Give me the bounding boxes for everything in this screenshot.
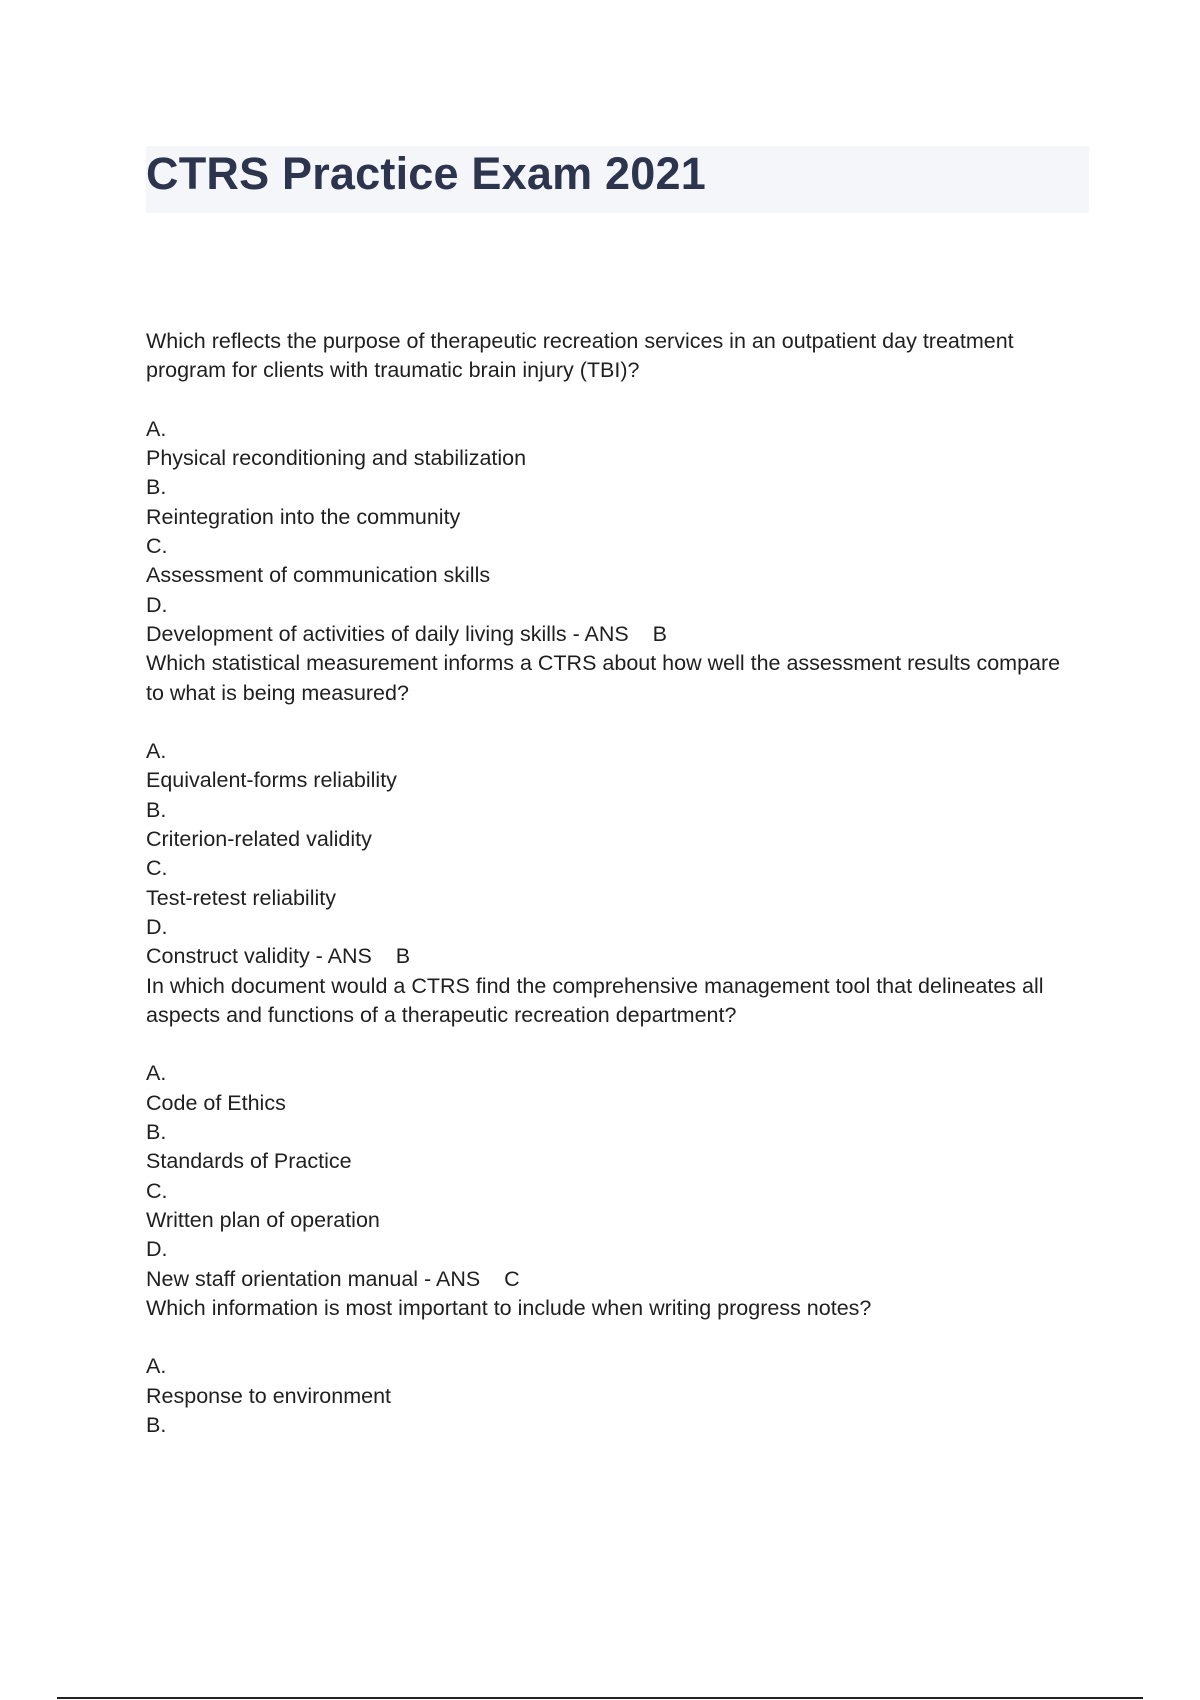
- question-block: [146, 972, 1096, 1294]
- option-letter: B.: [146, 1120, 167, 1145]
- option-text: Standards of Practice: [146, 1149, 352, 1174]
- option-text: Code of Ethics: [146, 1090, 286, 1115]
- option-letter: C.: [146, 534, 168, 559]
- question-text: In which document would a CTRS find the comprehensive management tool that delineates all: [146, 973, 1044, 998]
- question-text: program for clients with traumatic brain injury (TBI)?: [146, 358, 640, 383]
- option-text: Equivalent-forms reliability: [146, 768, 397, 793]
- question-block: [146, 649, 1096, 971]
- option-letter: A.: [146, 1061, 167, 1086]
- option-text: Criterion-related validity: [146, 827, 372, 852]
- option-letter: A.: [146, 416, 167, 441]
- question-text: aspects and functions of a therapeutic recreation department?: [146, 1002, 737, 1027]
- option-letter: A.: [146, 1354, 167, 1379]
- option-text-with-answer: New staff orientation manual - ANS C: [146, 1266, 520, 1291]
- document-body: [146, 327, 1096, 1440]
- question-text: Which reflects the purpose of therapeutic recreation services in an outpatient day treatment: [146, 329, 1014, 353]
- option-text: Response to environment: [146, 1383, 392, 1408]
- option-letter: D.: [146, 592, 168, 617]
- option-letter: B.: [146, 475, 167, 500]
- option-letter: D.: [146, 1237, 168, 1262]
- footer-divider: [57, 1697, 1143, 1699]
- option-text: Test-retest reliability: [146, 885, 336, 910]
- question-block: [146, 1294, 1096, 1440]
- option-letter: D.: [146, 914, 168, 939]
- question-text: to what is being measured?: [146, 680, 409, 705]
- option-letter: A.: [146, 739, 167, 764]
- question-text: Which information is most important to include when writing progress notes?: [146, 1295, 872, 1320]
- option-letter: C.: [146, 1178, 168, 1203]
- question-block: [146, 327, 1096, 649]
- document-title: CTRS Practice Exam 2021: [146, 148, 706, 199]
- option-text-with-answer: Development of activities of daily living skills - ANS B: [146, 621, 667, 646]
- option-letter: C.: [146, 856, 168, 881]
- option-letter: B.: [146, 1412, 167, 1437]
- option-text-with-answer: Construct validity - ANS B: [146, 944, 411, 969]
- question-text: Which statistical measurement informs a CTRS about how well the assessment results compare: [146, 651, 1061, 676]
- option-text: Reintegration into the community: [146, 504, 461, 529]
- option-text: Physical reconditioning and stabilization: [146, 446, 527, 471]
- option-text: Written plan of operation: [146, 1207, 380, 1232]
- option-letter: B.: [146, 797, 167, 822]
- option-text: Assessment of communication skills: [146, 563, 491, 588]
